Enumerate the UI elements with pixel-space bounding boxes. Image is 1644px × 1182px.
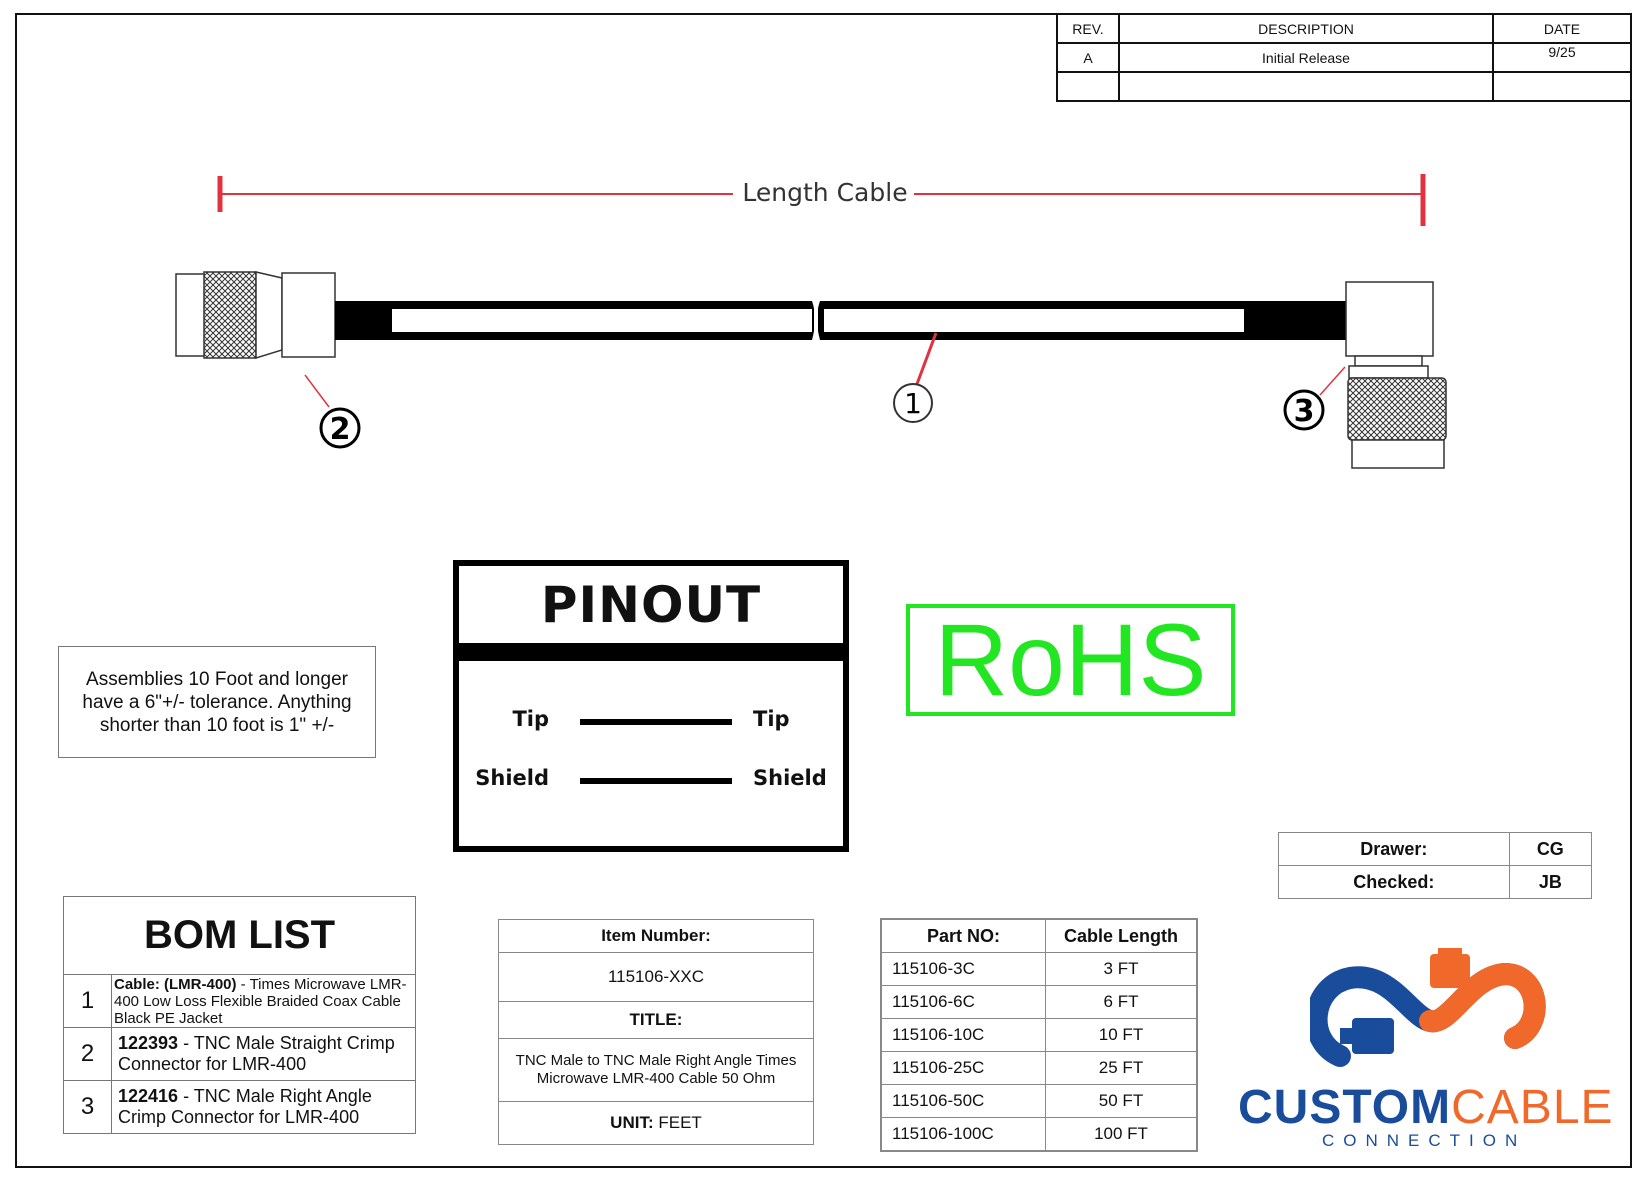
bom-title: BOM LIST: [64, 897, 416, 975]
callout-3: [1285, 367, 1345, 429]
pin-right-tip: Tip: [753, 707, 790, 731]
part-no-header: Part NO:: [881, 919, 1046, 953]
straight-connector: [176, 272, 335, 358]
cable-drawing: [0, 0, 1644, 520]
company-logo-text: CUSTOMCABLE: [1238, 1081, 1614, 1134]
pinout-row-shield: [459, 766, 843, 796]
pin-connection-line: [580, 778, 732, 784]
bom-item-number: 2: [64, 1028, 112, 1081]
svg-text:3: 3: [1293, 394, 1315, 429]
svg-text:1: 1: [904, 387, 922, 420]
bom-item-description: 122393 - TNC Male Straight Crimp Connector for LMR-400: [112, 1028, 416, 1081]
bom-item-number: 1: [64, 975, 112, 1028]
pin-left-tip: Tip: [512, 707, 549, 731]
unit-cell: UNIT: FEET: [499, 1102, 814, 1145]
pinout-row-tip: [459, 707, 843, 737]
right-angle-connector: [1346, 282, 1446, 468]
title-label: TITLE:: [499, 1002, 814, 1039]
bom-table: [63, 896, 416, 1134]
rohs-badge: RoHS: [906, 604, 1235, 716]
callout-2: [305, 375, 359, 447]
svg-text:2: 2: [329, 412, 351, 447]
description-value: Initial Release: [1119, 43, 1493, 72]
pinout-title: PINOUT: [459, 566, 843, 661]
title-value: TNC Male to TNC Male Right Angle Times Microwave LMR-400 Cable 50 Ohm: [499, 1039, 814, 1102]
company-logo-mark: [1310, 946, 1550, 1076]
callout-1: [894, 333, 936, 422]
title-block: [498, 919, 814, 1145]
table-row: 115106-3C 3 FT: [881, 953, 1197, 986]
rev-header: REV.: [1057, 14, 1119, 43]
signoff-table: [1278, 832, 1592, 899]
rev-value: A: [1057, 43, 1119, 72]
table-row: 115106-10C 10 FT: [881, 1019, 1197, 1052]
bom-item-number: 3: [64, 1081, 112, 1134]
item-number-value: 115106-XXC: [499, 953, 814, 1002]
pin-right-shield: Shield: [753, 766, 827, 790]
bom-row: [64, 975, 416, 1028]
bom-item-description: 122416 - TNC Male Right Angle Crimp Connector for LMR-400: [112, 1081, 416, 1134]
table-row: 115106-100C 100 FT: [881, 1118, 1197, 1152]
table-row: 115106-50C 50 FT: [881, 1085, 1197, 1118]
pin-left-shield: Shield: [475, 766, 549, 790]
date-header: DATE: [1493, 14, 1631, 43]
date-value: 9/25: [1493, 43, 1631, 72]
checked-label: Checked:: [1279, 866, 1510, 899]
parts-table: [880, 918, 1198, 1152]
bom-row: [64, 1028, 416, 1081]
cable-body: [335, 296, 1346, 346]
company-logo-subtitle: CONNECTION: [1322, 1131, 1527, 1150]
bom-row: [64, 1081, 416, 1134]
drawer-label: Drawer:: [1279, 833, 1510, 866]
length-dimension: [220, 174, 1423, 226]
tolerance-note: Assemblies 10 Foot and longer have a 6"+/- tolerance. Anything shorter than 10 foot is 1" +/-: [58, 646, 376, 758]
bom-item-description: Cable: (LMR-400) - Times Microwave LMR-400 Low Loss Flexible Braided Coax Cable Black PE Jacket: [112, 975, 416, 1028]
table-row: 115106-6C 6 FT: [881, 986, 1197, 1019]
pin-connection-line: [580, 719, 732, 725]
item-number-label: Item Number:: [499, 920, 814, 953]
table-row: 115106-25C 25 FT: [881, 1052, 1197, 1085]
cable-length-header: Cable Length: [1046, 919, 1198, 953]
checked-value: JB: [1509, 866, 1591, 899]
length-label: Length Cable: [742, 178, 908, 207]
pinout-box: [453, 560, 849, 852]
description-header: DESCRIPTION: [1119, 14, 1493, 43]
drawer-value: CG: [1509, 833, 1591, 866]
